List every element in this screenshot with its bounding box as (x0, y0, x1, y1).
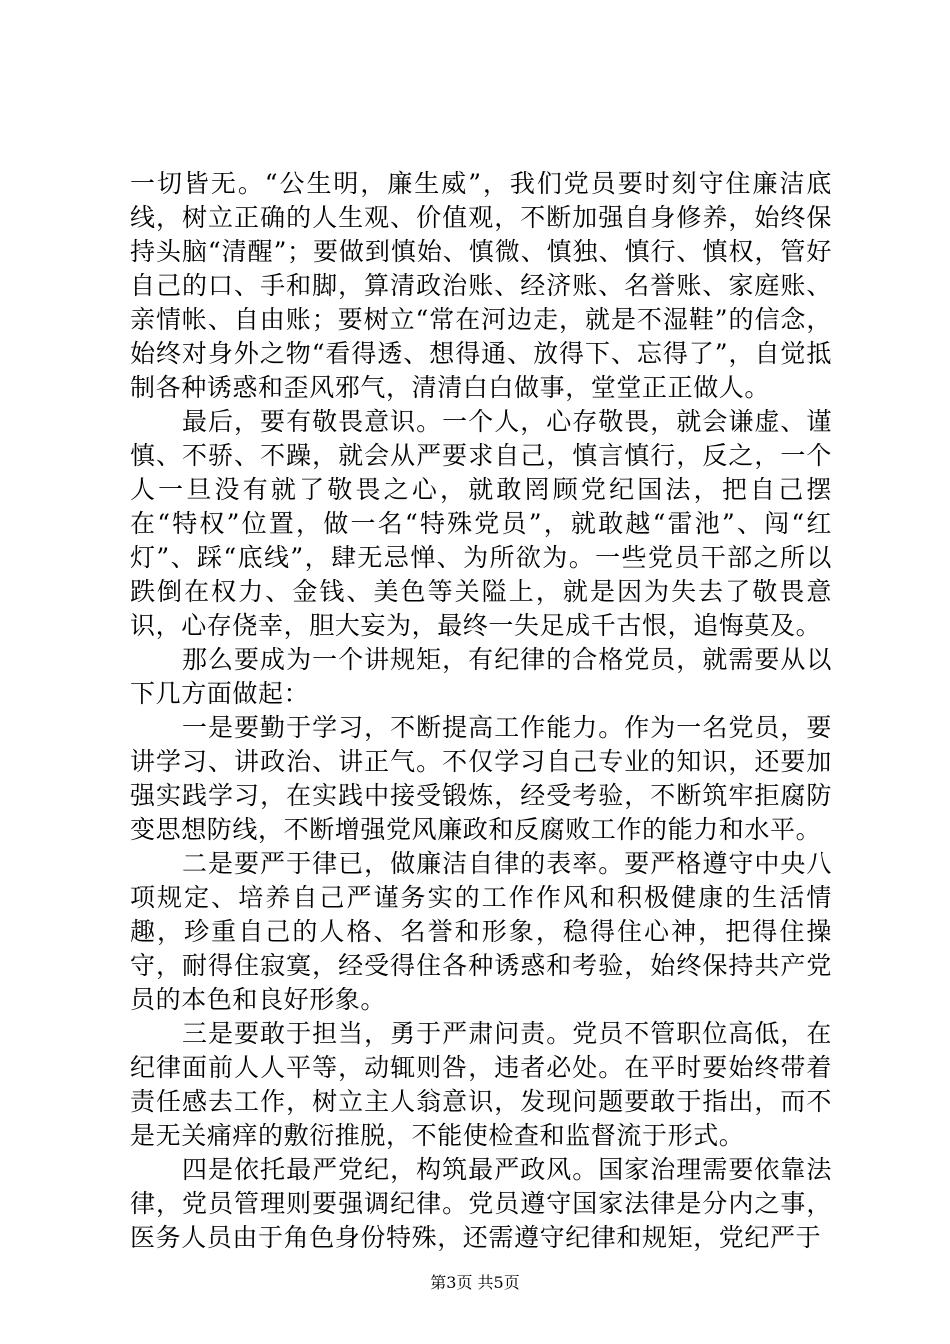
paragraph-6: 三是要敢于担当，勇于严肃问责。党员不管职位高低，在纪律面前人人平等，动辄则咎，违者必处。在平时要始终带着责任感去工作，树立主人翁意识，发现问题要敢于指出，而不是无关痛痒的敷衍推脱，不能使检查和监督流于形式。 (130, 1019, 832, 1150)
page-number-footer: 第3页 共5页 (430, 1273, 520, 1292)
paragraph-3: 那么要成为一个讲规矩，有纪律的合格党员，就需要从以下几方面做起： (130, 645, 832, 708)
paragraph-2: 最后，要有敬畏意识。一个人，心存敬畏，就会谦虚、谨慎、不骄、不躁，就会从严要求自己，慎言慎行，反之，一个人一旦没有就了敬畏之心，就敢罔顾党纪国法，把自己摆在“特权”位置，做一名“特殊党员”，就敢越“雷池”、闯“红灯”、踩“底线”，肆无忌惮、为所欲为。一些党员干部之所以跌倒在权力、金钱、美色等关隘上，就是因为失去了敬畏意识，心存侥幸，胆大妄为，最终一失足成千古恨，追悔莫及。 (130, 407, 832, 640)
paragraph-5: 二是要严于律已，做廉洁自律的表率。要严格遵守中央八项规定、培养自己严谨务实的工作作风和积极健康的生活情趣，珍重自己的人格、名誉和形象，稳得住心神，把得住操守，耐得住寂寞，经受得住各种诱惑和考验，始终保持共产党员的本色和良好形象。 (130, 849, 832, 1014)
paragraph-4: 一是要勤于学习，不断提高工作能力。作为一名党员，要讲学习、讲政治、讲正气。不仅学习自己专业的知识，还要加强实践学习，在实践中接受锻炼，经受考验，不断筑牢拒腐防变思想防线，不断增强党风廉政和反腐败工作的能力和水平。 (130, 713, 832, 844)
document-body (130, 167, 832, 1255)
paragraph-1: 一切皆无。“公生明，廉生威”，我们党员要时刻守住廉洁底线，树立正确的人生观、价值观，不断加强自身修养，始终保持头脑“清醒”；要做到慎始、慎微、慎独、慎行、慎权，管好自己的口、手和脚，算清政治账、经济账、名誉账、家庭账、亲情帐、自由账；要树立“常在河边走，就是不湿鞋”的信念，始终对身外之物“看得透、想得通、放得下、忘得了”，自觉抵制各种诱惑和歪风邪气，清清白白做事，堂堂正正做人。 (130, 169, 832, 402)
paragraph-7: 四是依托最严党纪，构筑最严政风。国家治理需要依靠法律，党员管理则要强调纪律。党员遵守国家法律是分内之事，医务人员由于角色身份特殊，还需遵守纪律和规矩，党纪严于 (130, 1155, 832, 1252)
